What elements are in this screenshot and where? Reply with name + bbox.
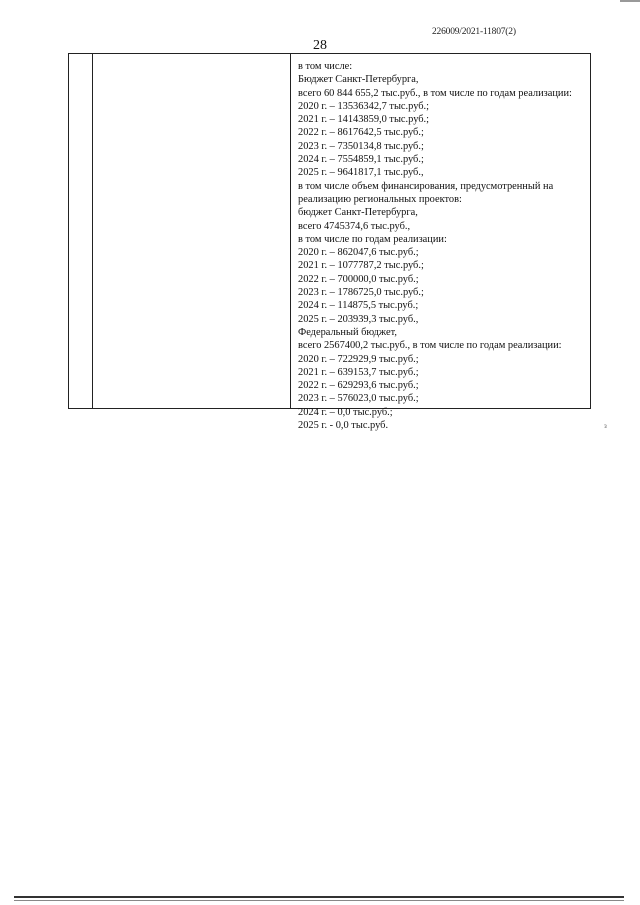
funding-line: 2024 г. – 7554859,1 тыс.руб.; [298,154,424,166]
funding-line: в том числе: [298,61,353,72]
funding-line: бюджет Санкт-Петербурга, [298,207,418,219]
page-bottom-rule [14,896,624,898]
funding-line: 2024 г. – 114875,5 тыс.руб.; [298,300,419,312]
funding-line: 2022 г. – 8617642,5 тыс.руб.; [298,127,424,139]
funding-line: в том числе по годам реализации: [298,233,447,245]
funding-description-cell [298,60,586,432]
funding-line: 2023 г. – 576023,0 тыс.руб.; [298,393,419,405]
funding-line: всего 4745374,6 тыс.руб., [298,220,411,232]
funding-line: 2022 г. – 629293,6 тыс.руб.; [298,380,419,392]
funding-line: в том числе объем финансирования, предусмотренный на [298,180,554,192]
funding-line: реализацию региональных проектов: [298,193,462,205]
funding-line: 2025 г. – 203939,3 тыс.руб., [298,313,419,325]
funding-line: 2021 г. – 14143859,0 тыс.руб.; [298,114,430,126]
funding-line: 2025 г. - 0,0 тыс.руб. [298,420,389,432]
funding-line: 2022 г. – 700000,0 тыс.руб.; [298,273,419,285]
funding-line: 2021 г. – 1077787,2 тыс.руб.; [298,260,424,272]
funding-line: 2023 г. – 7350134,8 тыс.руб.; [298,140,424,152]
funding-line: 2023 г. – 1786725,0 тыс.руб.; [298,287,424,299]
funding-line: 2025 г. – 9641817,1 тыс.руб., [298,167,424,179]
page-bottom-rule-secondary [14,900,624,901]
funding-line: 2021 г. – 639153,7 тыс.руб.; [298,366,419,378]
funding-line: всего 2567400,2 тыс.руб., в том числе по годам реализации: [298,340,562,352]
funding-table [68,53,591,432]
funding-line: всего 60 844 655,2 тыс.руб., в том числе по годам реализации: [298,87,572,99]
funding-line: 2020 г. – 722929,9 тыс.руб.; [298,353,419,365]
page-number: 28 [313,38,327,53]
funding-line: 2020 г. – 13536342,7 тыс.руб.; [298,100,430,112]
scan-corner-mark [620,0,640,2]
funding-line: 2024 г. – 0,0 тыс.руб.; [298,406,393,418]
table-column-divider-1 [92,54,93,408]
funding-line: 2020 г. – 862047,6 тыс.руб.; [298,247,419,259]
funding-line: Федеральный бюджет, [298,326,397,338]
document-registration-number: 226009/2021-11807(2) [432,27,516,37]
funding-line: Бюджет Санкт-Петербурга, [298,74,419,86]
table-column-divider-2 [290,54,291,408]
scan-artifact-mark: з [604,422,607,430]
